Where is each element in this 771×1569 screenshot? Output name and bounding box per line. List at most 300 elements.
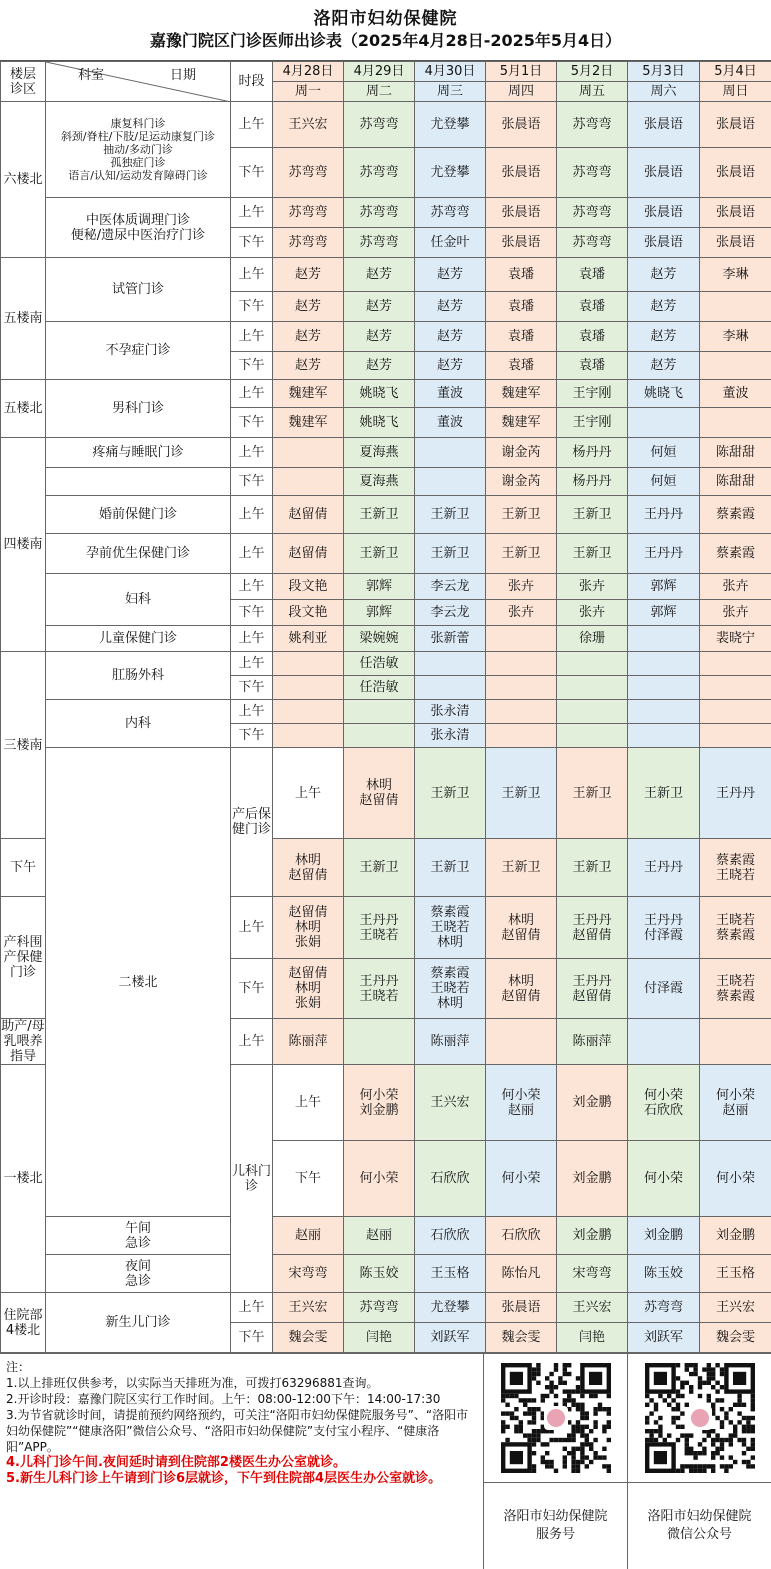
- weekday-header: 周五: [557, 82, 628, 102]
- doctor-cell: [700, 700, 771, 724]
- note-4: 4.儿科门诊午间.夜间延时请到住院部2楼医生办公室就诊。: [6, 1455, 477, 1471]
- doctor-cell: [700, 676, 771, 700]
- doctor-cell: 刘金鹏: [557, 1217, 628, 1255]
- doctor-cell: 段文艳: [273, 600, 344, 626]
- schedule-row: [1, 322, 771, 352]
- doctor-cell: 裴晓宁: [700, 626, 771, 652]
- doctor-cell: [700, 652, 771, 676]
- doctor-cell: 何小荣 赵丽: [486, 1065, 557, 1141]
- doctor-cell: 苏弯弯: [273, 148, 344, 198]
- date-header: 5月3日: [628, 62, 700, 82]
- doctor-cell: 张卉: [700, 600, 771, 626]
- doctor-cell: 袁璠: [486, 352, 557, 380]
- doctor-cell: 尤登攀: [415, 102, 486, 148]
- time-slot-cell: 下午: [231, 600, 273, 626]
- floor-cell: 三楼南: [1, 652, 46, 839]
- department-cell: 新生儿门诊: [46, 1293, 231, 1353]
- doctor-cell: 林明 赵留倩: [486, 959, 557, 1019]
- time-slot-cell: 上午: [231, 652, 273, 676]
- doctor-cell: 宋弯弯: [273, 1255, 344, 1293]
- doctor-cell: 梁婉婉: [344, 626, 415, 652]
- qr-code-icon: [645, 1363, 755, 1473]
- doctor-cell: 赵丽: [273, 1217, 344, 1255]
- doctor-cell: [700, 352, 771, 380]
- doctor-cell: [628, 626, 700, 652]
- time-slot-cell: 下午: [231, 468, 273, 496]
- doctor-cell: 王丹丹 赵留倩: [557, 897, 628, 959]
- doctor-cell: 谢金芮: [486, 438, 557, 468]
- schedule-row: [1, 652, 771, 676]
- note-1: 1.以上排班仅供参考，以实际当天排班为准，可拨打63296881查询。: [6, 1375, 477, 1391]
- notes-panel: [0, 1354, 484, 1569]
- schedule-row: [1, 438, 771, 468]
- qr-wechat-account: [628, 1354, 771, 1569]
- doctor-cell: 张卉: [486, 600, 557, 626]
- department-cell: 婚前保健门诊: [46, 496, 231, 534]
- doctor-cell: 王晓若 蔡素霞: [700, 897, 771, 959]
- qr-caption: [484, 1483, 627, 1569]
- time-slot-cell: 上午: [231, 102, 273, 148]
- doctor-cell: 张卉: [700, 574, 771, 600]
- doctor-cell: 闫艳: [557, 1323, 628, 1353]
- time-slot-cell: 上午: [231, 1019, 273, 1065]
- diagonal-divider: [46, 62, 231, 102]
- doctor-cell: [486, 700, 557, 724]
- doctor-cell: 张卉: [557, 600, 628, 626]
- time-slot-cell: 上午: [231, 1293, 273, 1323]
- doctor-cell: 袁璠: [486, 292, 557, 322]
- doctor-cell: 何小荣: [486, 1141, 557, 1217]
- doctor-cell: 赵芳: [344, 322, 415, 352]
- doctor-cell: [344, 700, 415, 724]
- doctor-cell: 王新卫: [628, 748, 700, 839]
- doctor-cell: 何小荣: [700, 1141, 771, 1217]
- doctor-cell: 苏弯弯: [344, 148, 415, 198]
- qr-caption-line: 洛阳市妇幼保健院: [503, 1508, 607, 1526]
- qr-area: [484, 1354, 771, 1569]
- doctor-cell: [557, 700, 628, 724]
- doctor-cell: 张晨语: [700, 228, 771, 258]
- doctor-cell: 王新卫: [415, 534, 486, 574]
- doctor-cell: 苏弯弯: [557, 198, 628, 228]
- doctor-cell: 苏弯弯: [557, 148, 628, 198]
- doctor-cell: 王新卫: [415, 496, 486, 534]
- doctor-cell: [273, 724, 344, 748]
- doctor-cell: [273, 468, 344, 496]
- time-slot-cell: 下午: [231, 959, 273, 1019]
- doctor-cell: 董波: [415, 380, 486, 408]
- floor-cell: 二楼北: [46, 748, 231, 1217]
- department-cell: 试管门诊: [46, 258, 231, 322]
- doctor-cell: [628, 1019, 700, 1065]
- doctor-cell: 魏会雯: [700, 1323, 771, 1353]
- time-slot-cell: 上午: [231, 322, 273, 352]
- note-2: 2.开诊时段：嘉豫门院区实行工作时间。上午：08:00-12:00下午：14:00-17:30: [6, 1391, 477, 1407]
- doctor-cell: 陈玉姣: [344, 1255, 415, 1293]
- doctor-cell: 林明 赵留倩: [273, 839, 344, 897]
- doctor-cell: 陈甜甜: [700, 468, 771, 496]
- time-slot-cell: 上午: [231, 438, 273, 468]
- doctor-cell: [557, 652, 628, 676]
- department-cell: 中医体质调理门诊 便秘/遗尿中医治疗门诊: [46, 198, 231, 258]
- weekday-header: 周二: [344, 82, 415, 102]
- footer: [0, 1353, 771, 1569]
- date-header-label: 日期: [170, 68, 196, 83]
- department-cell: 不孕症门诊: [46, 322, 231, 380]
- doctor-cell: [486, 724, 557, 748]
- doctor-cell: 张永清: [415, 700, 486, 724]
- doctor-cell: 任浩敏: [344, 676, 415, 700]
- date-header: 5月1日: [486, 62, 557, 82]
- doctor-cell: 夏海燕: [344, 438, 415, 468]
- doctor-cell: 王兴宏: [415, 1065, 486, 1141]
- doctor-cell: 王丹丹: [628, 839, 700, 897]
- schedule-subtitle: 嘉豫门院区门诊医师出诊表（2025年4月28日-2025年5月4日）: [150, 30, 621, 52]
- doctor-cell: 张晨语: [628, 102, 700, 148]
- doctor-cell: 李琳: [700, 322, 771, 352]
- doctor-cell: [415, 652, 486, 676]
- doctor-cell: [628, 408, 700, 438]
- doctor-cell: 张晨语: [486, 228, 557, 258]
- doctor-cell: 赵芳: [415, 352, 486, 380]
- doctor-cell: [700, 724, 771, 748]
- doctor-cell: 张晨语: [486, 198, 557, 228]
- doctor-cell: [415, 676, 486, 700]
- doctor-cell: 蔡素霞 王晓若 林明: [415, 897, 486, 959]
- notes-heading: 注：: [6, 1359, 477, 1375]
- doctor-cell: 赵芳: [273, 322, 344, 352]
- doctor-cell: 张卉: [557, 574, 628, 600]
- doctor-cell: [486, 1019, 557, 1065]
- doctor-cell: 王新卫: [486, 839, 557, 897]
- weekday-header: 周四: [486, 82, 557, 102]
- doctor-cell: 袁璠: [557, 258, 628, 292]
- qr-caption-line: 服务号: [536, 1526, 575, 1544]
- qr-caption-line: 洛阳市妇幼保健院: [647, 1508, 751, 1526]
- doctor-cell: 刘金鹏: [557, 1141, 628, 1217]
- time-slot-cell: 上午: [273, 748, 344, 839]
- doctor-cell: 魏建军: [486, 380, 557, 408]
- doctor-cell: 王丹丹 赵留倩: [557, 959, 628, 1019]
- qr-caption-line: 微信公众号: [667, 1526, 732, 1544]
- doctor-cell: 张晨语: [700, 102, 771, 148]
- schedule-row: [1, 102, 771, 148]
- floor-header: 楼层 诊区: [1, 62, 46, 102]
- doctor-cell: 王新卫: [557, 839, 628, 897]
- doctor-cell: 苏弯弯: [628, 1293, 700, 1323]
- schedule-row: [1, 1293, 771, 1323]
- doctor-cell: 张晨语: [486, 102, 557, 148]
- doctor-cell: 袁璠: [557, 352, 628, 380]
- doctor-cell: 姚晓飞: [344, 408, 415, 438]
- doctor-cell: [273, 676, 344, 700]
- doctor-cell: [486, 652, 557, 676]
- doctor-cell: 杨丹丹: [557, 438, 628, 468]
- slot-header: 时段: [231, 62, 273, 102]
- doctor-cell: 李琳: [700, 258, 771, 292]
- time-slot-cell: 下午: [231, 408, 273, 438]
- department-cell: 内科: [46, 700, 231, 748]
- doctor-cell: 王丹丹: [700, 748, 771, 839]
- doctor-cell: 王新卫: [486, 496, 557, 534]
- doctor-cell: 赵芳: [415, 322, 486, 352]
- schedule-row: [1, 468, 771, 496]
- doctor-cell: 苏弯弯: [344, 198, 415, 228]
- time-slot-cell: 上午: [231, 496, 273, 534]
- doctor-cell: [628, 700, 700, 724]
- doctor-cell: 王玉格: [700, 1255, 771, 1293]
- weekday-header: 周日: [700, 82, 771, 102]
- note-5: 5.新生儿科门诊上午请到门诊6层就诊，下午到住院部4层医生办公室就诊。: [6, 1471, 477, 1487]
- department-cell: 助产/母乳喂养指导: [1, 1019, 46, 1065]
- doctor-cell: 赵芳: [344, 352, 415, 380]
- time-slot-cell: 上午: [231, 626, 273, 652]
- schedule-row: [1, 626, 771, 652]
- header-row-dates: [1, 62, 771, 82]
- department-cell: 康复科门诊 斜颈/脊柱/下肢/足运动康复门诊 抽动/多动门诊 孤独症门诊 语言/认知/运动发育障碍门诊: [46, 102, 231, 198]
- doctor-cell: [344, 724, 415, 748]
- date-header: 5月4日: [700, 62, 771, 82]
- time-slot-cell: 上午: [231, 534, 273, 574]
- doctor-cell: 董波: [700, 380, 771, 408]
- schedule-row: [1, 380, 771, 408]
- doctor-cell: 何小荣 刘金鹏: [344, 1065, 415, 1141]
- note-3: 3.为节省就诊时间，请提前预约网络预约，可关注“洛阳市妇幼保健院服务号”、“洛阳市妇幼保健院”“健康洛阳”微信公众号、“洛阳市妇幼保健院”支付宝小程序、“健康洛阳”APP。: [6, 1407, 477, 1455]
- doctor-cell: 何姮: [628, 438, 700, 468]
- doctor-cell: 何小荣: [628, 1141, 700, 1217]
- title-block: [0, 0, 771, 61]
- department-cell: 孕前优生保健门诊: [46, 534, 231, 574]
- doctor-cell: 袁璠: [486, 322, 557, 352]
- time-slot-cell: 夜间 急诊: [46, 1255, 231, 1293]
- dept-date-header: [46, 62, 231, 102]
- time-slot-cell: 上午: [231, 198, 273, 228]
- time-slot-cell: 上午: [231, 380, 273, 408]
- doctor-cell: 刘跃军: [415, 1323, 486, 1353]
- doctor-cell: 刘金鹏: [557, 1065, 628, 1141]
- time-slot-cell: 上午: [231, 897, 273, 959]
- doctor-cell: 蔡素霞 王晓若: [700, 839, 771, 897]
- qr-code-image[interactable]: [628, 1354, 771, 1483]
- doctor-cell: 陈怡凡: [486, 1255, 557, 1293]
- qr-caption: [628, 1483, 771, 1569]
- doctor-cell: 张晨语: [628, 148, 700, 198]
- doctor-cell: [700, 1019, 771, 1065]
- doctor-cell: 郭辉: [628, 574, 700, 600]
- doctor-cell: [557, 724, 628, 748]
- doctor-cell: 张新蕾: [415, 626, 486, 652]
- time-slot-cell: 午间 急诊: [46, 1217, 231, 1255]
- doctor-cell: 赵芳: [344, 292, 415, 322]
- time-slot-cell: 下午: [1, 839, 46, 897]
- doctor-cell: 王兴宏: [557, 1293, 628, 1323]
- doctor-cell: 郭辉: [628, 600, 700, 626]
- doctor-cell: 何姮: [628, 468, 700, 496]
- doctor-cell: [273, 700, 344, 724]
- doctor-cell: 何小荣 石欣欣: [628, 1065, 700, 1141]
- doctor-cell: 任金叶: [415, 228, 486, 258]
- weekday-header: 周六: [628, 82, 700, 102]
- doctor-cell: 赵芳: [273, 292, 344, 322]
- weekday-header: 周一: [273, 82, 344, 102]
- department-cell: 产科围产保健门诊: [1, 897, 46, 1019]
- doctor-cell: 王丹丹: [628, 496, 700, 534]
- time-slot-cell: 上午: [231, 700, 273, 724]
- floor-cell: 一楼北: [1, 1065, 46, 1293]
- doctor-cell: 石欣欣: [415, 1217, 486, 1255]
- doctor-cell: 赵丽: [344, 1217, 415, 1255]
- floor-cell: 四楼南: [1, 438, 46, 652]
- doctor-cell: 何小荣 赵丽: [700, 1065, 771, 1141]
- doctor-cell: 赵芳: [415, 258, 486, 292]
- doctor-cell: 魏会雯: [273, 1323, 344, 1353]
- doctor-cell: 张晨语: [700, 198, 771, 228]
- floor-cell: 住院部 4楼北: [1, 1293, 46, 1353]
- schedule-row: [1, 700, 771, 724]
- doctor-cell: [344, 1019, 415, 1065]
- doctor-cell: 石欣欣: [486, 1217, 557, 1255]
- doctor-cell: 蔡素霞 王晓若 林明: [415, 959, 486, 1019]
- doctor-cell: 王新卫: [415, 839, 486, 897]
- doctor-cell: 魏会雯: [486, 1323, 557, 1353]
- time-slot-cell: 下午: [231, 228, 273, 258]
- doctor-cell: 王丹丹 付泽霞: [628, 897, 700, 959]
- time-slot-cell: 下午: [231, 676, 273, 700]
- department-cell: 男科门诊: [46, 380, 231, 438]
- schedule-row: [1, 748, 771, 839]
- department-cell: 肛肠外科: [46, 652, 231, 700]
- schedule-row: [1, 534, 771, 574]
- doctor-cell: 刘跃军: [628, 1323, 700, 1353]
- doctor-cell: 张永清: [415, 724, 486, 748]
- doctor-cell: 王新卫: [486, 748, 557, 839]
- doctor-cell: 姚晓飞: [628, 380, 700, 408]
- doctor-cell: 王丹丹 王晓若: [344, 897, 415, 959]
- doctor-cell: 苏弯弯: [344, 102, 415, 148]
- doctor-cell: [273, 438, 344, 468]
- doctor-cell: 魏建军: [273, 380, 344, 408]
- doctor-cell: 魏建军: [273, 408, 344, 438]
- doctor-cell: 郭辉: [344, 574, 415, 600]
- doctor-cell: 闫艳: [344, 1323, 415, 1353]
- doctor-cell: 张晨语: [628, 228, 700, 258]
- hospital-title: 洛阳市妇幼保健院: [314, 8, 458, 30]
- doctor-cell: 王新卫: [557, 534, 628, 574]
- doctor-cell: 苏弯弯: [273, 198, 344, 228]
- doctor-cell: 赵芳: [273, 258, 344, 292]
- doctor-cell: 林明 赵留倩: [486, 897, 557, 959]
- doctor-cell: 王新卫: [557, 496, 628, 534]
- doctor-cell: 段文艳: [273, 574, 344, 600]
- doctor-cell: [557, 676, 628, 700]
- doctor-cell: 苏弯弯: [415, 198, 486, 228]
- doctor-cell: 苏弯弯: [273, 228, 344, 258]
- doctor-cell: 赵留倩: [273, 534, 344, 574]
- doctor-cell: 魏建军: [486, 408, 557, 438]
- doctor-cell: 王宇刚: [557, 408, 628, 438]
- doctor-cell: 张晨语: [486, 148, 557, 198]
- weekday-header: 周三: [415, 82, 486, 102]
- doctor-cell: 王新卫: [486, 534, 557, 574]
- schedule-table: [0, 61, 771, 1353]
- doctor-cell: 袁璠: [557, 322, 628, 352]
- schedule-row: [1, 1217, 771, 1255]
- doctor-cell: [628, 652, 700, 676]
- doctor-cell: [486, 626, 557, 652]
- doctor-cell: 徐珊: [557, 626, 628, 652]
- doctor-cell: 袁璠: [486, 258, 557, 292]
- doctor-cell: 姚利亚: [273, 626, 344, 652]
- doctor-cell: 苏弯弯: [557, 102, 628, 148]
- doctor-cell: 张晨语: [700, 148, 771, 198]
- date-header: 5月2日: [557, 62, 628, 82]
- doctor-cell: 王丹丹 王晓若: [344, 959, 415, 1019]
- time-slot-cell: 下午: [231, 148, 273, 198]
- doctor-cell: 苏弯弯: [557, 228, 628, 258]
- schedule-row: [1, 496, 771, 534]
- doctor-cell: 谢金芮: [486, 468, 557, 496]
- doctor-cell: 夏海燕: [344, 468, 415, 496]
- doctor-cell: 姚晓飞: [344, 380, 415, 408]
- doctor-cell: [486, 676, 557, 700]
- department-cell: 产后保健门诊: [231, 748, 273, 897]
- floor-cell: 五楼北: [1, 380, 46, 438]
- qr-service-account: [484, 1354, 628, 1569]
- schedule-row: [1, 258, 771, 292]
- doctor-cell: 刘金鹏: [700, 1217, 771, 1255]
- doctor-cell: 蔡素霞: [700, 496, 771, 534]
- doctor-cell: 李云龙: [415, 600, 486, 626]
- doctor-cell: 赵留倩: [273, 496, 344, 534]
- doctor-cell: 王丹丹: [628, 534, 700, 574]
- doctor-cell: 赵芳: [628, 352, 700, 380]
- doctor-cell: 何小荣: [344, 1141, 415, 1217]
- doctor-cell: 袁璠: [557, 292, 628, 322]
- doctor-cell: 赵留倩 林明 张娟: [273, 959, 344, 1019]
- doctor-cell: 赵留倩 林明 张娟: [273, 897, 344, 959]
- doctor-cell: 郭辉: [344, 600, 415, 626]
- doctor-cell: 任浩敏: [344, 652, 415, 676]
- doctor-cell: 王新卫: [344, 496, 415, 534]
- doctor-cell: [415, 468, 486, 496]
- time-slot-cell: 上午: [273, 1065, 344, 1141]
- qr-code-image[interactable]: [484, 1354, 627, 1483]
- doctor-cell: 王新卫: [415, 748, 486, 839]
- doctor-cell: 赵芳: [415, 292, 486, 322]
- time-slot-cell: 下午: [231, 1323, 273, 1353]
- doctor-cell: 王兴宏: [273, 102, 344, 148]
- dept-header-label: 科室: [78, 68, 104, 83]
- doctor-cell: 王新卫: [344, 839, 415, 897]
- doctor-cell: 王晓若 蔡素霞: [700, 959, 771, 1019]
- time-slot-cell: 下午: [273, 1141, 344, 1217]
- department-cell: 儿童保健门诊: [46, 626, 231, 652]
- time-slot-cell: 上午: [231, 258, 273, 292]
- doctor-cell: 张晨语: [486, 1293, 557, 1323]
- floor-cell: 五楼南: [1, 258, 46, 380]
- doctor-cell: 苏弯弯: [344, 1293, 415, 1323]
- doctor-cell: 陈丽萍: [273, 1019, 344, 1065]
- time-slot-cell: 下午: [231, 352, 273, 380]
- doctor-cell: 李云龙: [415, 574, 486, 600]
- doctor-cell: 董波: [415, 408, 486, 438]
- doctor-cell: 王新卫: [557, 748, 628, 839]
- qr-code-icon: [501, 1363, 611, 1473]
- department-cell: 儿科门诊: [231, 1065, 273, 1293]
- doctor-cell: [628, 676, 700, 700]
- doctor-cell: 张卉: [486, 574, 557, 600]
- doctor-cell: [700, 292, 771, 322]
